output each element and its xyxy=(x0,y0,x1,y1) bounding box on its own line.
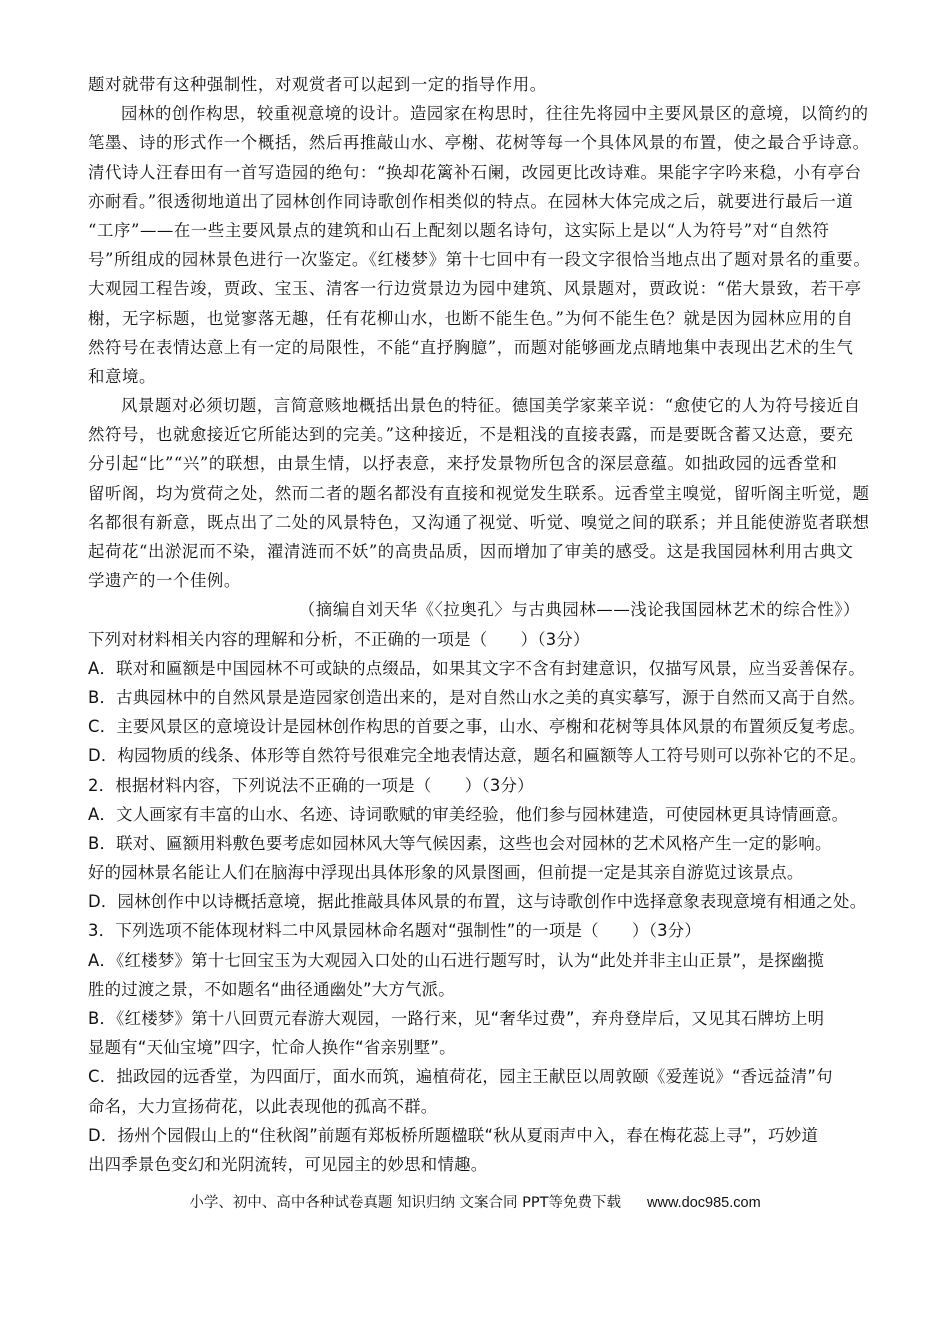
question-3-option-b: B．《红楼梦》第十八回贾元春游大观园，一路行来，见“奢华过费”，弃舟登岸后，又见其石牌坊上明 xyxy=(88,1009,825,1028)
passage-line: 和意境。 xyxy=(88,366,156,386)
passage-line: 学遗产的一个佳例。 xyxy=(88,571,241,591)
question-2-option-d: D．园林创作中以诗概括意境，据此推敲具体风景的布置，这与诗歌创作中选择意象表现意境有相通之处。 xyxy=(88,892,867,912)
passage-source: （摘编自刘天华《〈拉奥孔〉与古典园林——浅论我国园林艺术的综合性》） xyxy=(298,600,860,620)
passage-line: 笔墨、诗的形式作一个概括，然后再推敲山水、亭榭、花树等每一个具体风景的布置，使之最合乎诗意。 xyxy=(88,133,870,153)
question-section xyxy=(88,625,870,1180)
passage-line: 风景题对必须切题，言简意赅地概括出景色的特征。德国美学家莱辛说：“愈使它的人为符号接近自 xyxy=(121,396,861,416)
question-1-option-a: A．联对和匾额是中国园林不可或缺的点缀品，如果其文字不含有封建意识，仅描写风景，应当妥善保存。 xyxy=(88,658,865,678)
passage-line: 号”所组成的园林景色进行一次鉴定。《红楼梦》第十七回中有一段文字很恰当地点出了题对景名的重要。 xyxy=(88,250,871,270)
passage-line: 园林的创作构思，较重视意境的设计。造园家在构思时，往往先将园中主要风景区的意境，以简约的 xyxy=(121,104,869,124)
passage-line: 题对就带有这种强制性，对观赏者可以起到一定的指导作用。 xyxy=(88,75,547,94)
passage-line: 亦耐看。”很透彻地道出了园林创作同诗歌创作相类似的特点。在园林大体完成之后，就要进行最后一道 xyxy=(88,191,854,211)
question-1-option-c: C．主要风景区的意境设计是园林创作构思的首要之事，山水、亭榭和花树等具体风景的布置须反复考虑。 xyxy=(88,717,866,737)
question-2-option-c: 好的园林景名能让人们在脑海中浮现出具体形象的风景图画，但前提一定是其亲自游览过该景点。 xyxy=(88,863,804,883)
passage-line: “工序”——在一些主要风景点的建筑和山石上配刻以题名诗句，这实际上是以“人为符号”对“自然符 xyxy=(88,220,830,240)
reading-passage xyxy=(88,70,870,625)
passage-line: 然符号在表情达意上有一定的局限性，不能“直抒胸臆”，而题对能够画龙点睛地集中表现出艺术的生气 xyxy=(88,337,854,357)
question-2-option-a: A．文人画家有丰富的山水、名迹、诗词歌赋的审美经验，他们参与园林建造，可使园林更具诗情画意。 xyxy=(88,804,849,824)
question-2-stem: 2．根据材料内容，下列说法不正确的一项是（ ）（3分） xyxy=(88,775,534,795)
question-1-option-b: B．古典园林中的自然风景是造园家创造出来的，是对自然山水之美的真实摹写，源于自然而又高于自然。 xyxy=(88,687,865,707)
question-3-option-a: A．《红楼梦》第十七回宝玉为大观园入口处的山石进行题写时，认为“此处并非主山正景”，是探幽揽 xyxy=(88,950,825,970)
passage-line: 榭，无字标题，也觉寥落无趣，任有花柳山水，也断不能生色。”为何不能生色？就是因为园林应用的自 xyxy=(88,308,854,328)
question-1-option-d: D．构园物质的线条、体形等自然符号很难完全地表情达意，题名和匾额等人工符号则可以弥补它的不足。 xyxy=(88,746,867,766)
passage-line: 起荷花“出淤泥而不染，濯清涟而不妖”的高贵品质，因而增加了审美的感受。这是我国园林利用古典文 xyxy=(88,542,854,561)
question-3-option-c-cont: 命名，大力宣扬荷花，以此表现他的孤高不群。 xyxy=(88,1096,438,1116)
question-3-option-d: D．扬州个园假山上的“住秋阁”前题有郑板桥所题楹联“秋从夏雨声中入，春在梅花蕊上寻”，巧妙道 xyxy=(88,1125,819,1145)
passage-line: 名都很有新意，既点出了二处的风景特色，又沟通了视觉、听觉、嗅觉之间的联系；并且能使游览者联想 xyxy=(88,512,870,532)
footer-text: 小学、初中、高中各种试卷真题 知识归纳 文案合同 PPT等免费下载 xyxy=(189,1195,622,1211)
question-3-option-a-cont: 胜的过渡之景，不如题名“曲径通幽处”大方气派。 xyxy=(88,979,455,999)
question-3-option-b-cont: 显题有“天仙宝境”四字，忙命人换作“省亲别墅”。 xyxy=(88,1038,456,1058)
page-footer xyxy=(0,1191,950,1212)
question-1-stem: 下列对材料相关内容的理解和分析，不正确的一项是（ ）（3分） xyxy=(88,629,590,649)
question-3-stem: 3．下列选项不能体现材料二中风景园林命名题对“强制性”的一项是（ ）（3分） xyxy=(88,921,702,941)
passage-line: 然符号，也就愈接近它所能达到的完美。”这种接近，不是粗浅的直接表露，而是要既含蓄又达意，要充 xyxy=(88,425,854,445)
passage-line: 大观园工程告竣，贾政、宝玉、清客一行边赏景边为园中建筑、风景题对，贾政说：“偌大景致，若干亭 xyxy=(88,279,862,299)
passage-line: 清代诗人汪春田有一首写造园的绝句：“换却花篱补石阑，改园更比改诗难。果能字字吟来稳，小有亭台 xyxy=(88,162,862,182)
question-3-option-c: C．拙政园的远香堂，为四面厅，面水而筑，遍植荷花，园主王献臣以周敦颐《爱莲说》“香远益清”句 xyxy=(88,1067,833,1087)
passage-line: 分引起“比”“兴”的联想，由景生情，以抒表意，来抒发景物所包含的深层意蕴。如拙政园的远香堂和 xyxy=(88,454,838,474)
passage-line: 留听阁，均为赏荷之处，然而二者的题名都没有直接和视觉发生联系。远香堂主嗅觉，留听阁主听觉，题 xyxy=(88,483,870,503)
question-2-option-b: B．联对、匾额用料敷色要考虑如园林风大等气候因素，这些也会对园林的艺术风格产生一定的影响。 xyxy=(88,833,832,853)
question-3-option-d-cont: 出四季景色变幻和光阴流转，可见园主的妙思和情趣。 xyxy=(88,1154,488,1174)
footer-site-link[interactable]: www.doc985.com xyxy=(647,1195,761,1211)
exam-page xyxy=(88,70,870,1179)
